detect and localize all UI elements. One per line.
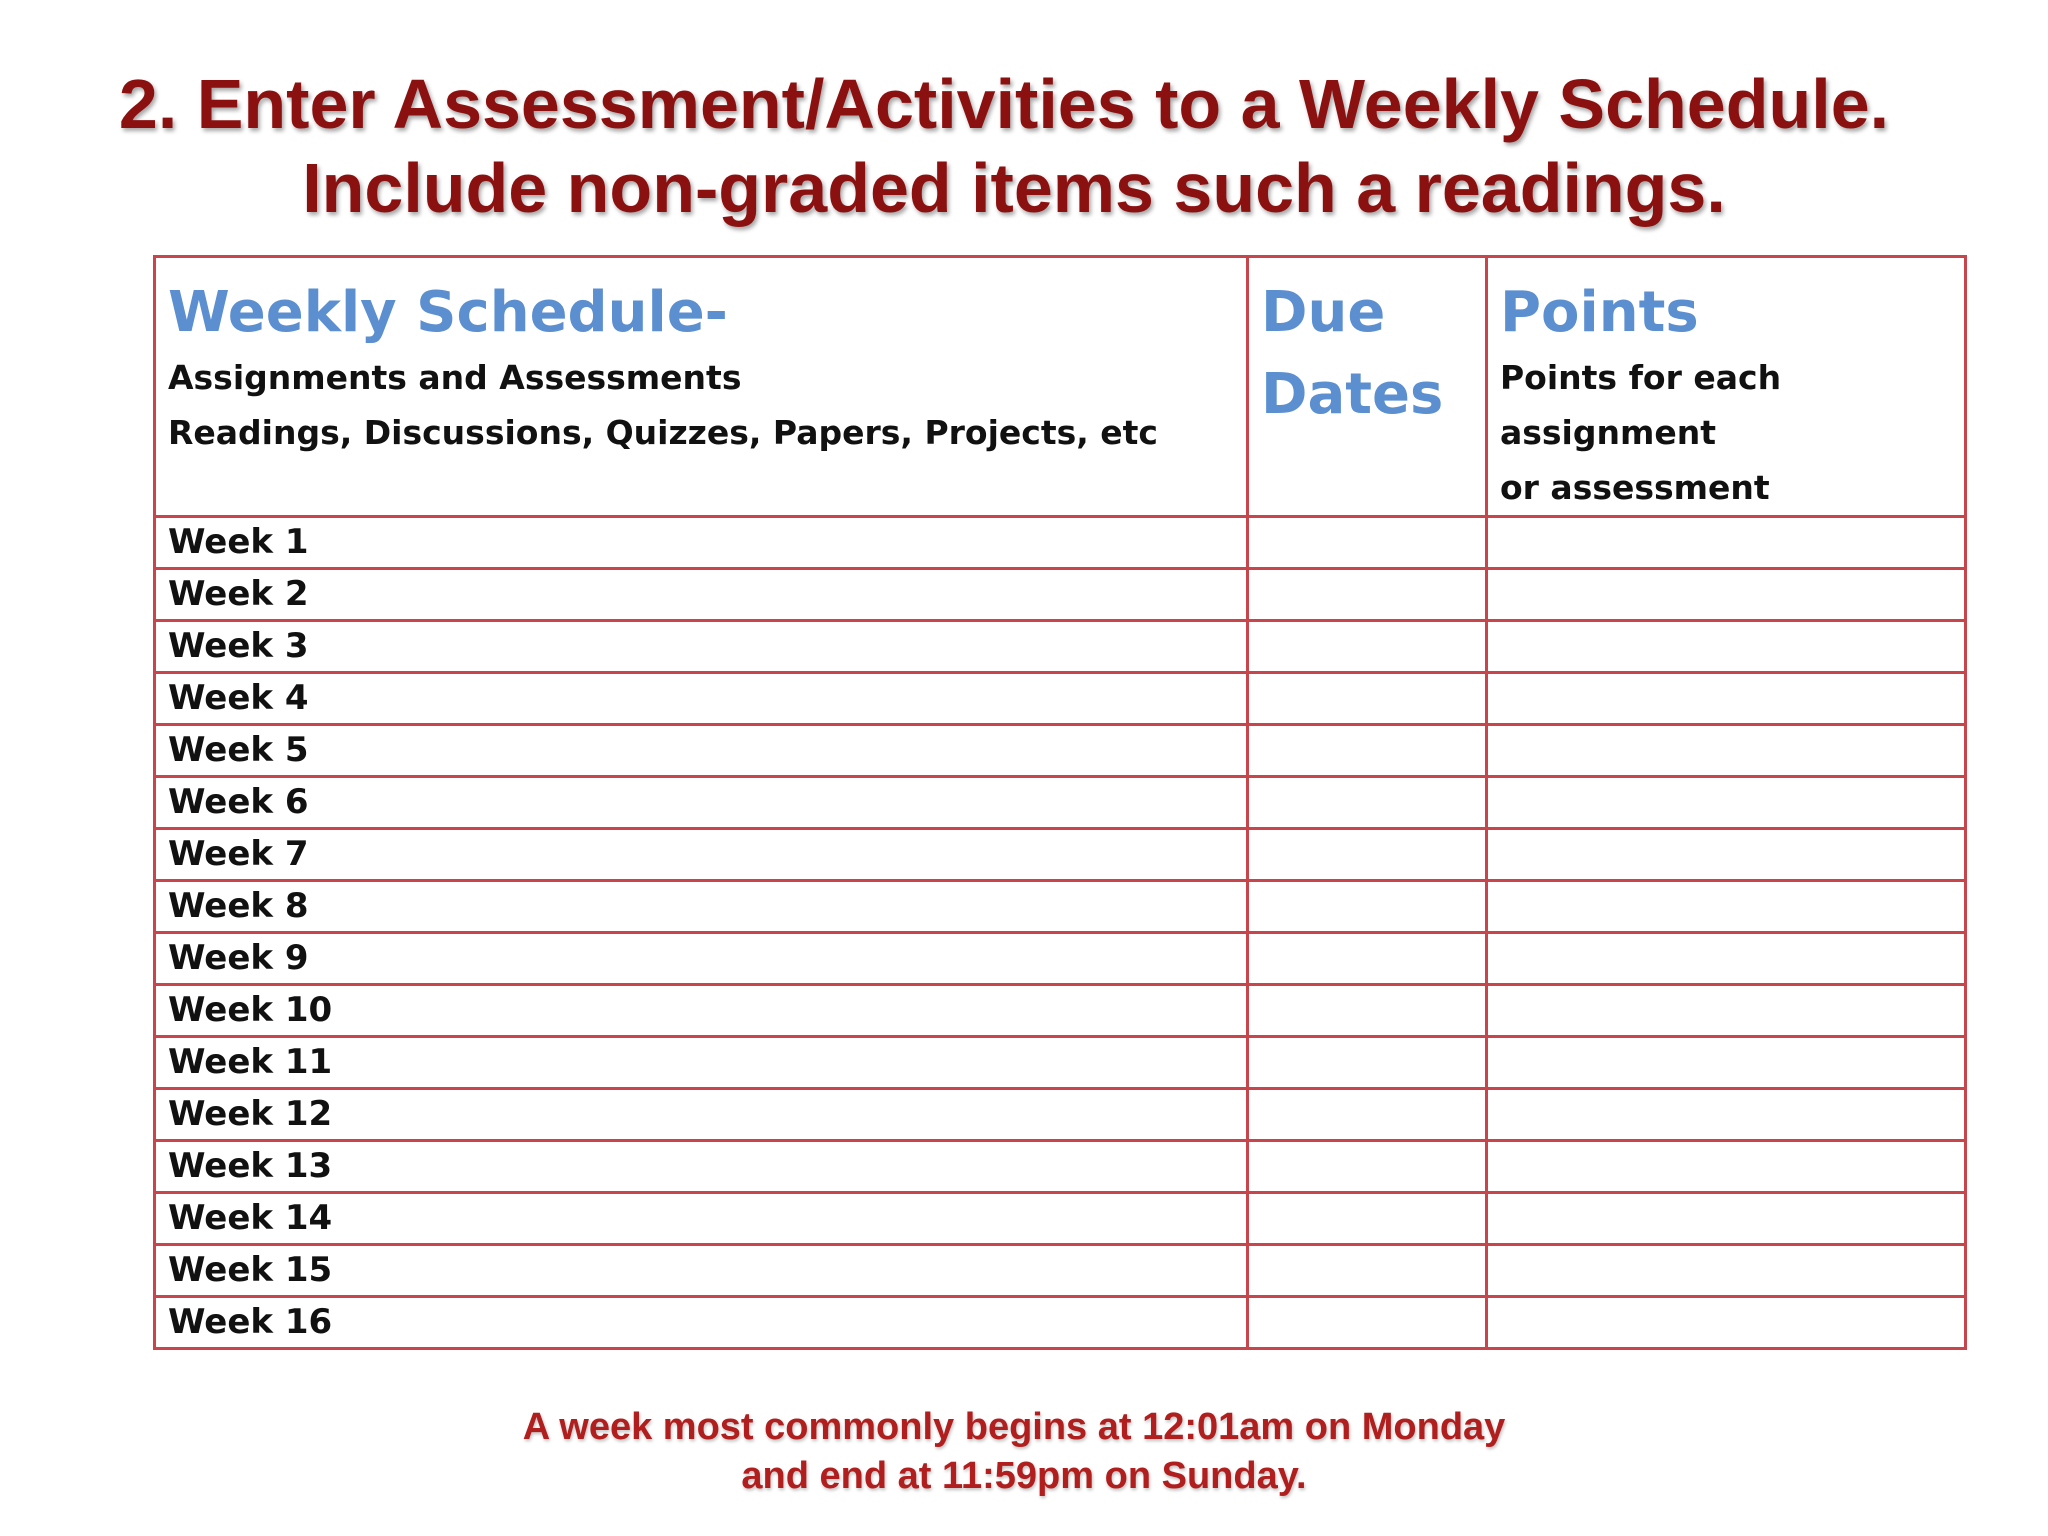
table-row	[155, 933, 1966, 985]
table-row	[155, 1297, 1966, 1349]
points-cell[interactable]	[1487, 1141, 1966, 1193]
header-weekly-schedule-sub1: Assignments and Assessments	[168, 358, 742, 397]
week-label-cell: Week 16	[155, 1297, 1248, 1349]
due-date-cell[interactable]	[1248, 1141, 1487, 1193]
header-due-dates-line2: Dates	[1261, 362, 1444, 427]
table-row	[155, 1089, 1966, 1141]
table-row	[155, 881, 1966, 933]
due-date-cell[interactable]	[1248, 1037, 1487, 1089]
due-date-cell[interactable]	[1248, 1089, 1487, 1141]
header-points-title: Points	[1500, 280, 1699, 345]
points-cell[interactable]	[1487, 673, 1966, 725]
week-label-cell: Week 10	[155, 985, 1248, 1037]
table-header-row	[155, 257, 1966, 517]
points-cell[interactable]	[1487, 725, 1966, 777]
title-line-2: Include non-graded items such a readings.	[302, 149, 1726, 227]
table-row	[155, 673, 1966, 725]
points-cell[interactable]	[1487, 985, 1966, 1037]
week-label-cell: Week 1	[155, 517, 1248, 569]
header-weekly-schedule	[155, 257, 1248, 517]
footer-note	[0, 1403, 2048, 1501]
week-label-cell: Week 12	[155, 1089, 1248, 1141]
points-cell[interactable]	[1487, 517, 1966, 569]
table-row	[155, 1193, 1966, 1245]
table-row	[155, 569, 1966, 621]
table-row	[155, 829, 1966, 881]
table-row	[155, 1245, 1966, 1297]
header-due-dates	[1248, 257, 1487, 517]
due-date-cell[interactable]	[1248, 933, 1487, 985]
table-row	[155, 1141, 1966, 1193]
header-due-dates-line1: Due	[1261, 280, 1386, 345]
points-cell[interactable]	[1487, 829, 1966, 881]
header-points-sub2: or assessment	[1500, 468, 1770, 507]
week-label-cell: Week 3	[155, 621, 1248, 673]
week-label-cell: Week 8	[155, 881, 1248, 933]
week-label-cell: Week 15	[155, 1245, 1248, 1297]
due-date-cell[interactable]	[1248, 1245, 1487, 1297]
due-date-cell[interactable]	[1248, 777, 1487, 829]
week-label-cell: Week 13	[155, 1141, 1248, 1193]
points-cell[interactable]	[1487, 1037, 1966, 1089]
due-date-cell[interactable]	[1248, 517, 1487, 569]
points-cell[interactable]	[1487, 1089, 1966, 1141]
due-date-cell[interactable]	[1248, 985, 1487, 1037]
slide-title	[0, 62, 2048, 230]
week-label-cell: Week 6	[155, 777, 1248, 829]
points-cell[interactable]	[1487, 621, 1966, 673]
table-row	[155, 777, 1966, 829]
week-label-cell: Week 2	[155, 569, 1248, 621]
due-date-cell[interactable]	[1248, 881, 1487, 933]
points-cell[interactable]	[1487, 881, 1966, 933]
table-row	[155, 725, 1966, 777]
table-row	[155, 517, 1966, 569]
week-label-cell: Week 4	[155, 673, 1248, 725]
due-date-cell[interactable]	[1248, 1193, 1487, 1245]
week-label-cell: Week 7	[155, 829, 1248, 881]
week-label-cell: Week 11	[155, 1037, 1248, 1089]
points-cell[interactable]	[1487, 1297, 1966, 1349]
weekly-schedule-table	[153, 255, 1967, 1350]
points-cell[interactable]	[1487, 933, 1966, 985]
title-line-1: 2. Enter Assessment/Activities to a Weekly Schedule.	[118, 65, 1890, 143]
points-cell[interactable]	[1487, 1245, 1966, 1297]
due-date-cell[interactable]	[1248, 621, 1487, 673]
table-row	[155, 621, 1966, 673]
week-label-cell: Week 14	[155, 1193, 1248, 1245]
header-weekly-schedule-sub2: Readings, Discussions, Quizzes, Papers, Projects, etc	[168, 413, 1158, 452]
points-cell[interactable]	[1487, 1193, 1966, 1245]
footer-line-1: A week most commonly begins at 12:01am on Monday	[522, 1406, 1506, 1448]
points-cell[interactable]	[1487, 569, 1966, 621]
points-cell[interactable]	[1487, 777, 1966, 829]
week-label-cell: Week 9	[155, 933, 1248, 985]
footer-line-2: and end at 11:59pm on Sunday.	[741, 1455, 1307, 1497]
header-points-sub1: Points for each assignment	[1500, 358, 1782, 452]
table-row	[155, 1037, 1966, 1089]
due-date-cell[interactable]	[1248, 829, 1487, 881]
week-label-cell: Week 5	[155, 725, 1248, 777]
header-weekly-schedule-title: Weekly Schedule-	[168, 280, 728, 345]
due-date-cell[interactable]	[1248, 725, 1487, 777]
table-row	[155, 985, 1966, 1037]
header-points	[1487, 257, 1966, 517]
table-body	[155, 517, 1966, 1349]
due-date-cell[interactable]	[1248, 1297, 1487, 1349]
due-date-cell[interactable]	[1248, 569, 1487, 621]
due-date-cell[interactable]	[1248, 673, 1487, 725]
